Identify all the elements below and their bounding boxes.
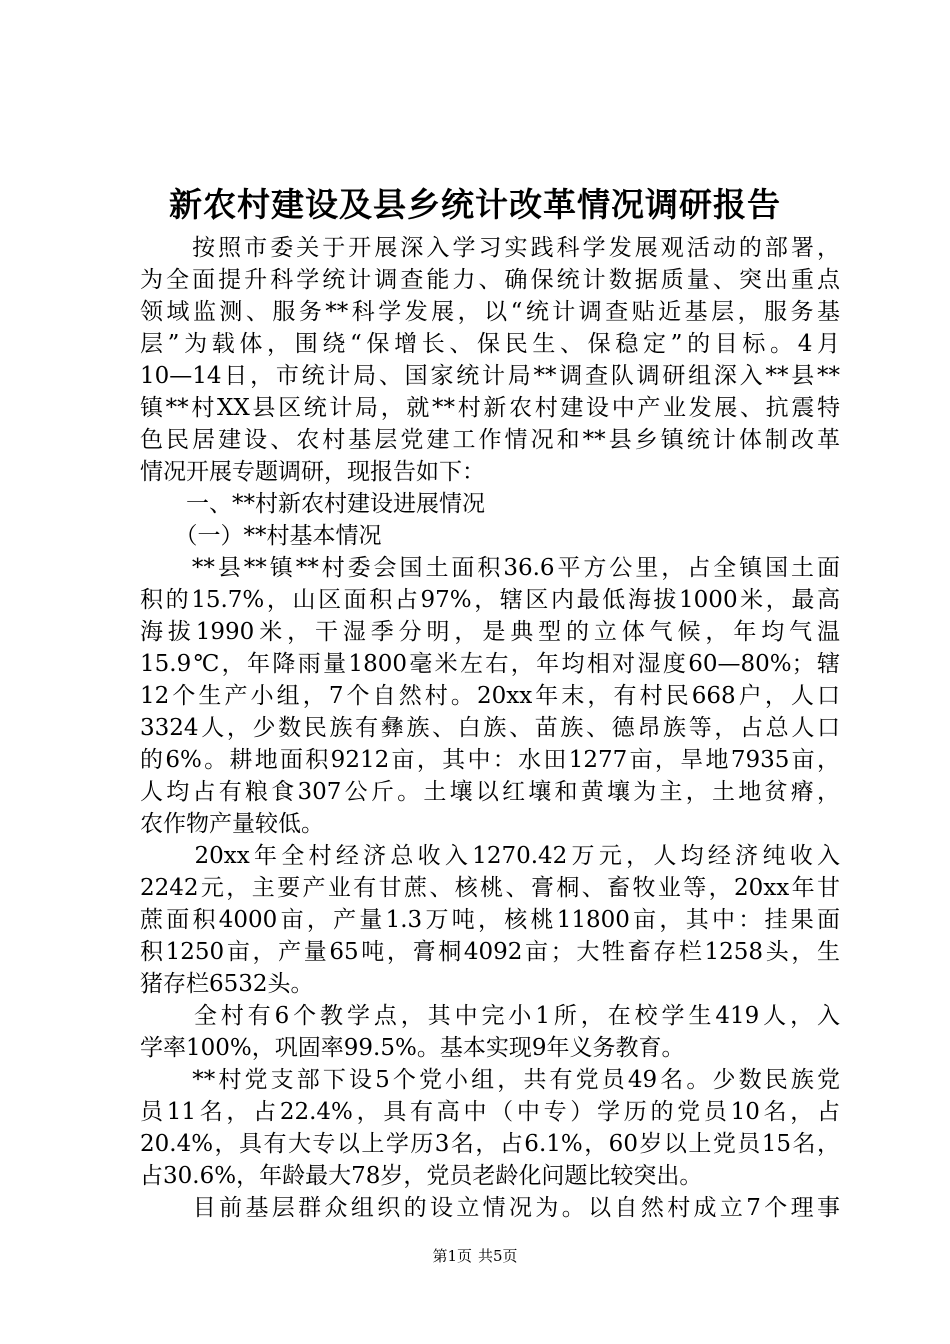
paragraph-line: 领域监测、服务**科学发展，以“统计调查贴近基层，服务基 [140, 299, 840, 325]
page-footer [0, 1246, 950, 1266]
paragraph-line: 人均占有粮食307公斤。土壤以红壤和黄壤为主，土地贫瘠， [140, 779, 840, 805]
page-number: 第1页 [432, 1247, 472, 1265]
page-total: 共5页 [478, 1247, 518, 1265]
paragraph-line: 学率100%，巩固率99.5%。基本实现9年义务教育。 [140, 1035, 685, 1061]
document-body [140, 232, 840, 1224]
paragraph-line: 10—14日，市统计局、国家统计局**调查队调研组深入**县** [140, 363, 840, 389]
paragraph-line: 15.9℃，年降雨量1800毫米左右，年均相对湿度60—80%；辖 [140, 651, 840, 677]
paragraph-line: 积1250亩，产量65吨，膏桐4092亩；大牲畜存栏1258头，生 [140, 939, 840, 965]
paragraph-line: 色民居建设、农村基层党建工作情况和**县乡镇统计体制改革 [140, 427, 840, 453]
paragraph-line: 3324人，少数民族有彝族、白族、苗族、德昂族等，占总人口 [140, 715, 840, 741]
paragraph-line: 积的15.7%，山区面积占97%，辖区内最低海拔1000米，最高 [140, 587, 840, 613]
paragraph-line: 镇**村XX县区统计局，就**村新农村建设中产业发展、抗震特 [140, 395, 840, 421]
paragraph-line: 层”为载体，围绕“保增长、保民生、保稳定”的目标。4月 [140, 331, 840, 357]
paragraph-line: 20xx年全村经济总收入1270.42万元，人均经济纯收入 [140, 843, 840, 869]
paragraph-line: （一）**村基本情况 [140, 523, 382, 549]
paragraph-line: 一、**村新农村建设进展情况 [140, 491, 485, 517]
document-title: 新农村建设及县乡统计改革情况调研报告 [169, 185, 781, 224]
paragraph-line: 目前基层群众组织的设立情况为。以自然村成立7个理事 [140, 1195, 840, 1221]
paragraph-line: 全村有6个教学点，其中完小1所，在校学生419人，入 [140, 1003, 840, 1029]
paragraph-line: 农作物产量较低。 [140, 811, 324, 837]
paragraph-line: 20.4%，具有大专以上学历3名，占6.1%，60岁以上党员15名， [140, 1131, 840, 1157]
paragraph-line: **县**镇**村委会国土面积36.6平方公里，占全镇国土面 [140, 555, 840, 581]
paragraph-line: 2242元，主要产业有甘蔗、核桃、膏桐、畜牧业等，20xx年甘 [140, 875, 840, 901]
paragraph-line: 的6%。耕地面积9212亩，其中：水田1277亩，旱地7935亩， [140, 747, 840, 773]
paragraph-line: 海拔1990米，干湿季分明，是典型的立体气候，年均气温 [140, 619, 840, 645]
paragraph-line: **村党支部下设5个党小组，共有党员49名。少数民族党 [140, 1067, 840, 1093]
paragraph-line: 12个生产小组，7个自然村。20xx年末，有村民668户，人口 [140, 683, 840, 709]
paragraph-line: 猪存栏6532头。 [140, 971, 314, 997]
paragraph-line: 按照市委关于开展深入学习实践科学发展观活动的部署， [140, 235, 840, 261]
paragraph-line: 蔗面积4000亩，产量1.3万吨，核桃11800亩，其中：挂果面 [140, 907, 840, 933]
paragraph-line: 情况开展专题调研，现报告如下： [140, 459, 485, 485]
paragraph-line: 为全面提升科学统计调查能力、确保统计数据质量、突出重点 [140, 267, 840, 293]
paragraph-line: 占30.6%，年龄最大78岁，党员老龄化问题比较突出。 [140, 1163, 703, 1189]
paragraph-line: 员11名，占22.4%，具有高中（中专）学历的党员10名，占 [140, 1099, 840, 1125]
